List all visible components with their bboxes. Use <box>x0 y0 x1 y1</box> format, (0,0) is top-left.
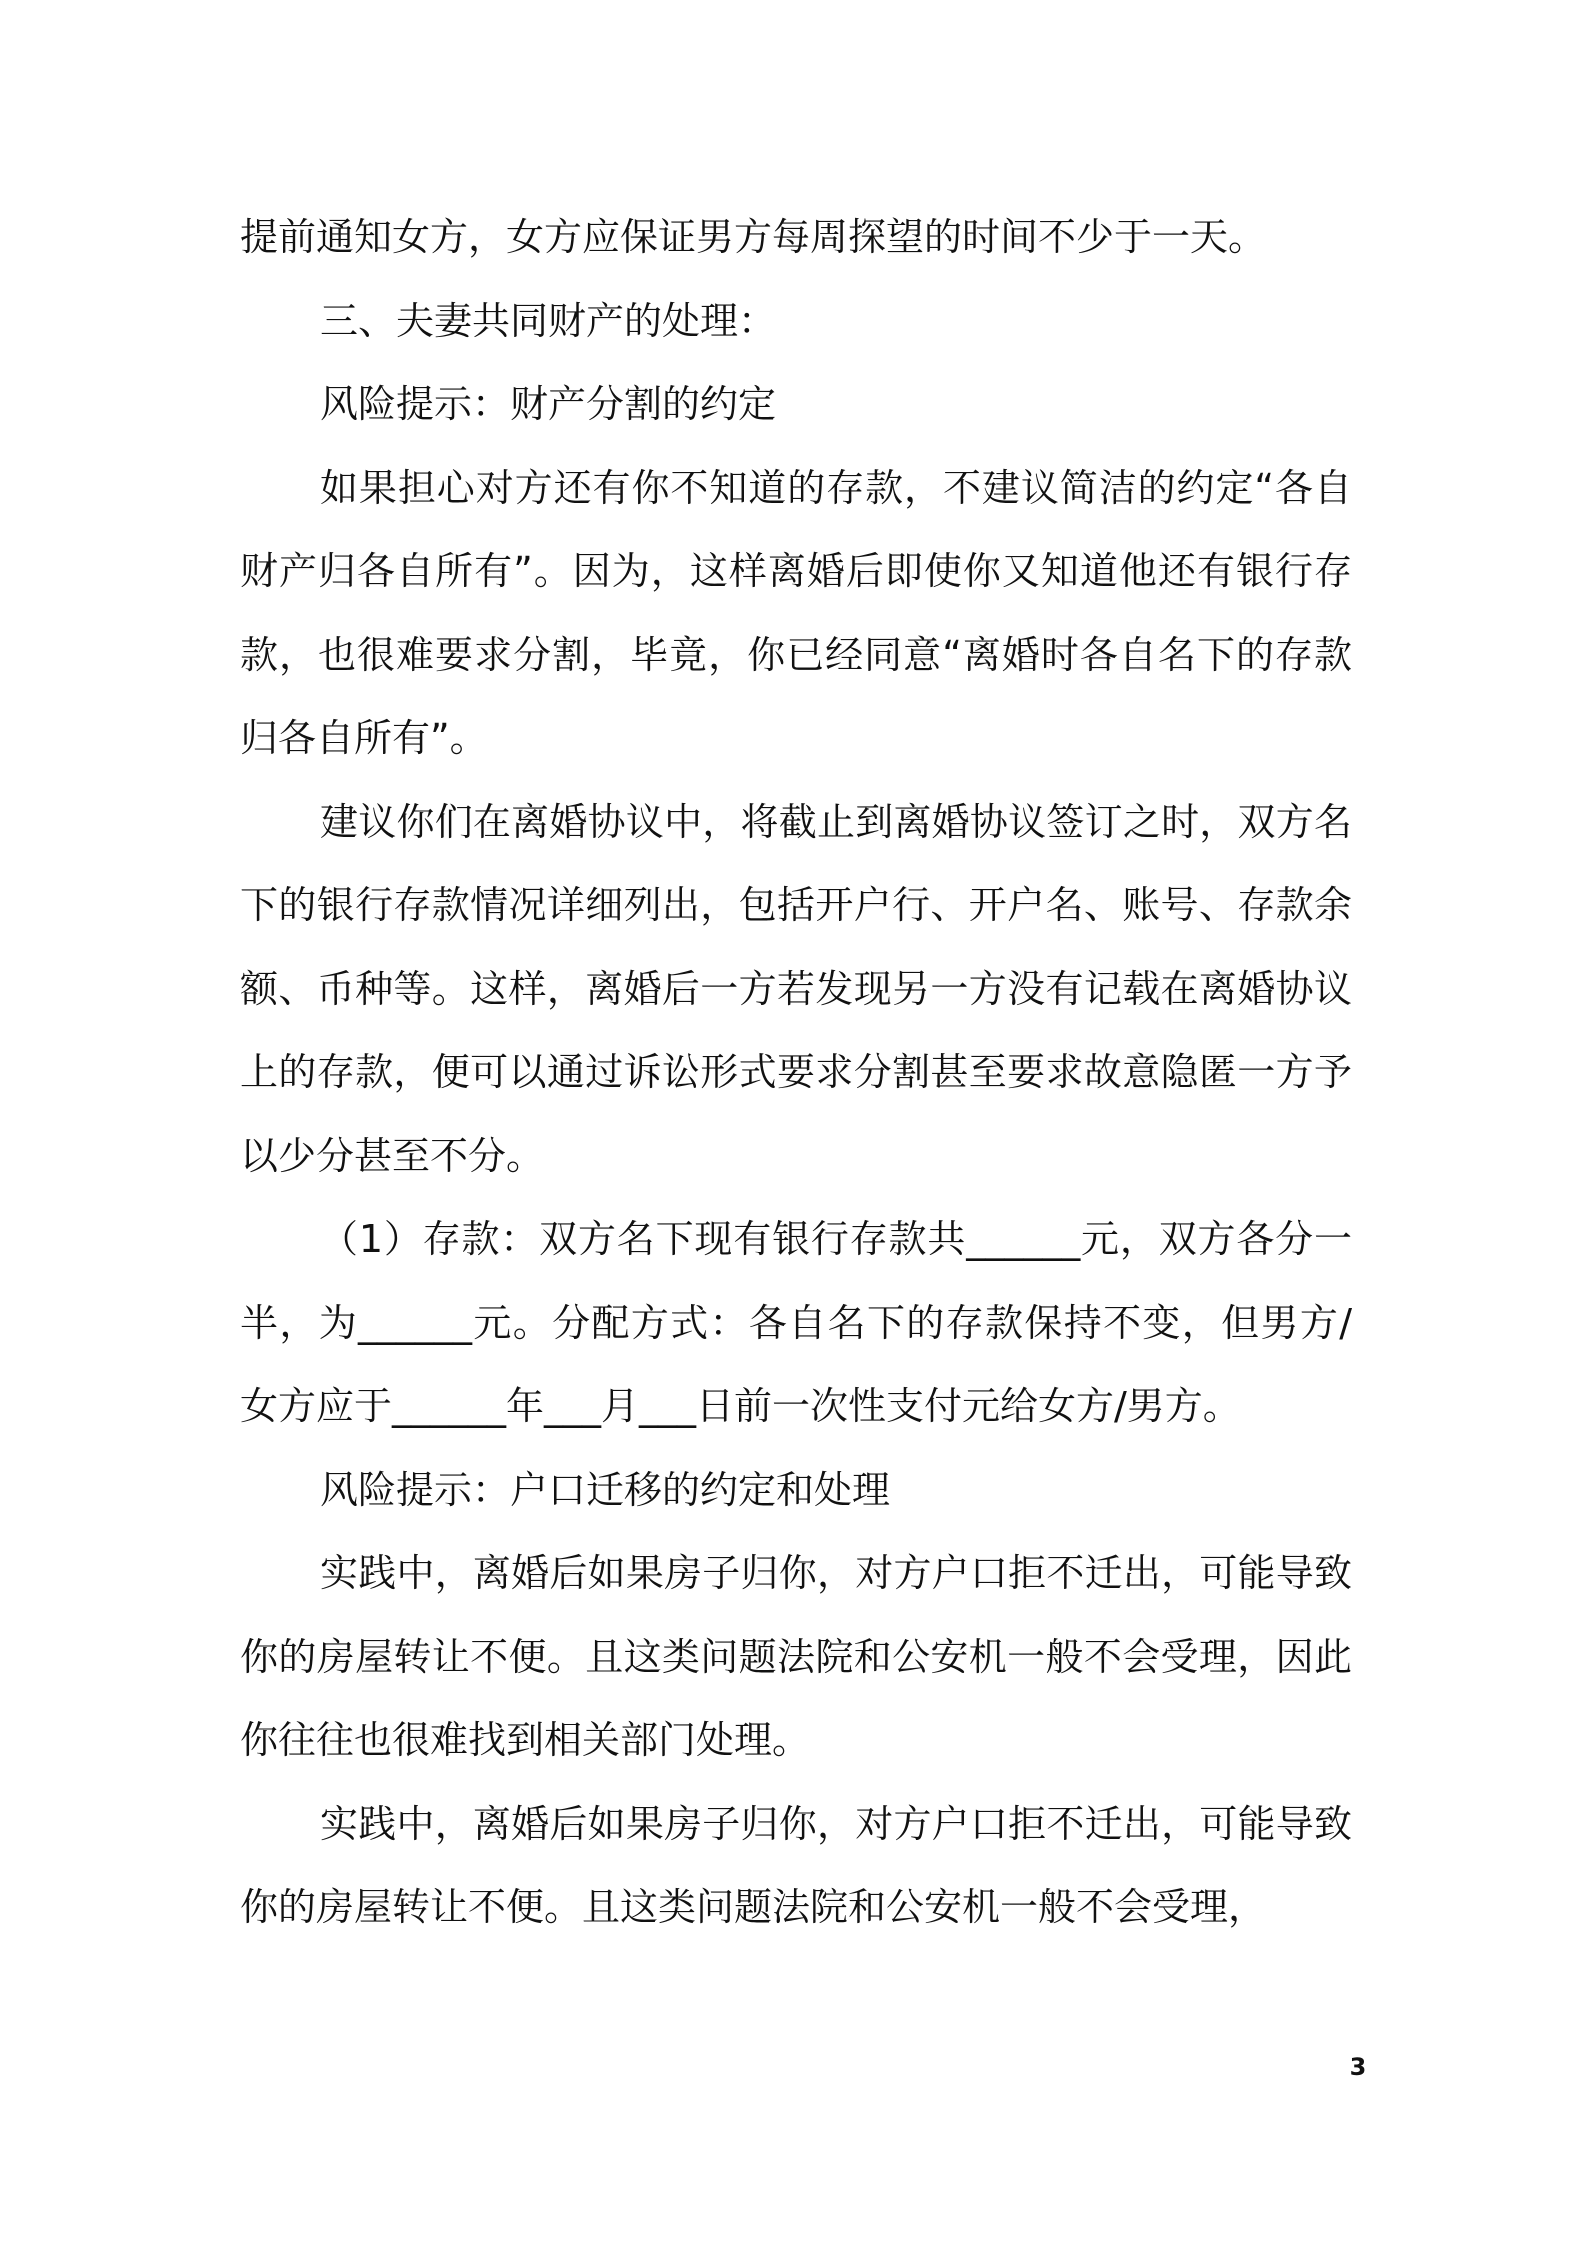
clause-deposits: （1）存款：双方名下现有银行存款共______元，双方各分一半，为______元。分配方式：各自名下的存款保持不变，但男方/女方应于______年___月___日前一次性支付元给女方/男方。 <box>240 1217 1352 1428</box>
section-heading-marital-property: 三、夫妻共同财产的处理： <box>320 298 777 343</box>
risk-tip-household-registration: 风险提示：户口迁移的约定和处理 <box>320 1467 891 1512</box>
risk-tip-property-division: 风险提示：财产分割的约定 <box>320 382 777 426</box>
page-number: 3 <box>1349 2053 1367 2081</box>
paragraph-deposit-concern: 如果担心对方还有你不知道的存款，不建议简洁的约定“各自财产归各自所有”。因为，这样离婚后即使你又知道他还有银行存款，也很难要求分割，毕竟，你已经同意“离婚时各自名下的存款归各自所有”。 <box>240 465 1352 760</box>
paragraph-household-practice: 实践中，离婚后如果房子归你，对方户口拒不迁出，可能导致你的房屋转让不便。且这类问题法院和公安机一般不会受理，因此你往往也很难找到相关部门处理。 <box>240 1551 1352 1762</box>
paragraph-continuation: 提前通知女方，女方应保证男方每周探望的时间不少于一天。 <box>240 215 1267 259</box>
paragraph-household-practice-repeat: 实践中，离婚后如果房子归你，对方户口拒不迁出，可能导致你的房屋转让不便。且这类问题法院和公安机一般不会受理， <box>240 1801 1352 1929</box>
document-body <box>240 196 1352 1950</box>
paragraph-deposit-suggestion: 建议你们在离婚协议中，将截止到离婚协议签订之时，双方名下的银行存款情况详细列出，包括开户行、开户名、账号、存款余额、币种等。这样，离婚后一方若发现另一方没有记载在离婚协议上的存款，便可以通过诉讼形式要求分割甚至要求故意隐匿一方予以少分甚至不分。 <box>240 799 1352 1178</box>
